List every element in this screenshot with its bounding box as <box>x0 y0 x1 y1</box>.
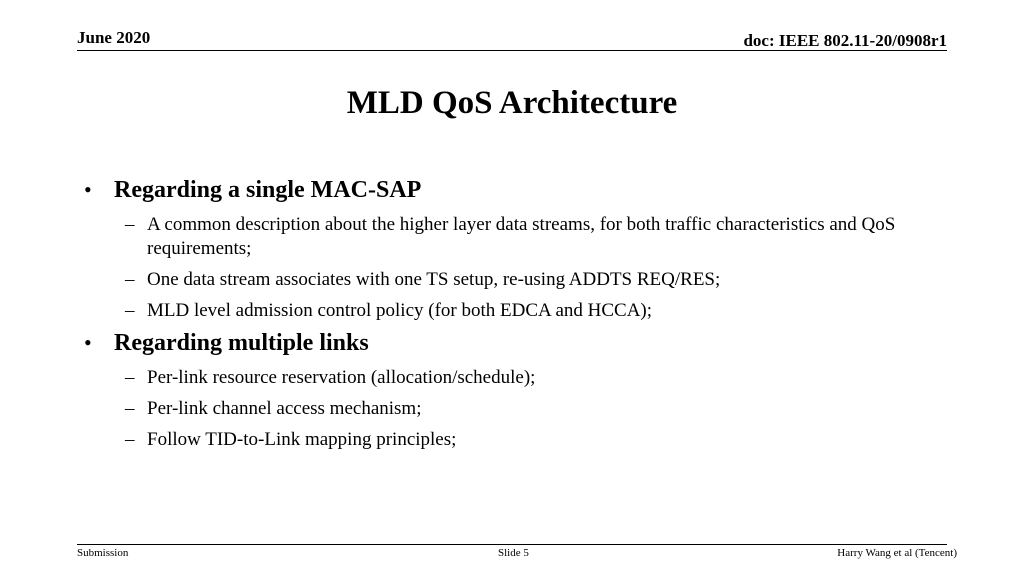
sub-bullet-marker: – <box>125 367 135 388</box>
sub-bullet-item <box>125 213 944 261</box>
bullet-text: Regarding a single MAC-SAP <box>114 177 422 203</box>
sub-bullet-item <box>125 268 944 292</box>
sub-bullet-text: Follow TID-to-Link mapping principles; <box>147 429 457 450</box>
footer-author: Harry Wang et al (Tencent) <box>837 547 957 559</box>
bullet-item <box>84 174 944 206</box>
sub-bullet-marker: – <box>125 300 135 321</box>
slide-title: MLD QoS Architecture <box>346 85 678 121</box>
slide-content <box>84 170 944 452</box>
sub-bullet-text: Per-link resource reservation (allocation/schedule); <box>147 367 536 388</box>
sub-bullet-marker: – <box>125 429 135 450</box>
sub-bullet-marker: – <box>125 269 135 290</box>
footer-slide-number: Slide 5 <box>498 547 529 559</box>
bullet-marker: • <box>84 330 92 355</box>
footer-submission: Submission <box>77 547 129 559</box>
sub-bullet-text: A common description about the higher layer data streams, for both traffic characteristics and QoS requirements; <box>147 214 896 259</box>
sub-bullet-text: Per-link channel access mechanism; <box>147 398 422 419</box>
bullet-marker: • <box>84 177 92 202</box>
sub-bullet-item <box>125 299 944 323</box>
sub-bullet-item <box>125 366 944 390</box>
bullet-text: Regarding multiple links <box>114 330 369 356</box>
sub-bullet-item <box>125 397 944 421</box>
sub-bullet-marker: – <box>125 398 135 419</box>
sub-bullet-marker: – <box>125 214 135 235</box>
sub-bullet-text: MLD level admission control policy (for both EDCA and HCCA); <box>147 300 653 321</box>
sub-bullet-item <box>125 428 944 452</box>
header-divider <box>77 50 947 51</box>
header-doc-id: doc: IEEE 802.11-20/0908r1 <box>743 31 947 50</box>
bullet-item <box>84 327 944 359</box>
header-date: June 2020 <box>77 28 151 47</box>
footer-divider <box>77 544 947 545</box>
sub-bullet-text: One data stream associates with one TS setup, re-using ADDTS REQ/RES; <box>147 269 721 290</box>
